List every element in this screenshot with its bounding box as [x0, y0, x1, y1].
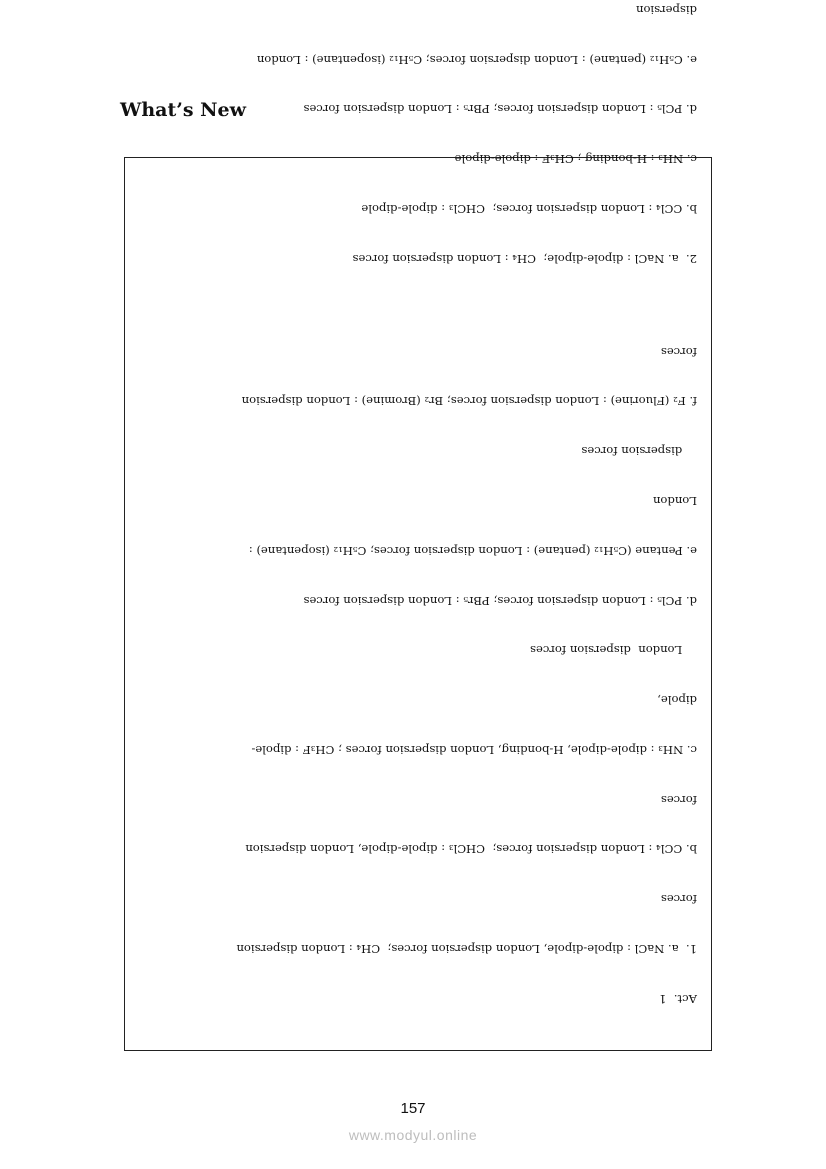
answer-key-text — [139, 0, 697, 1040]
page-number: 157 — [400, 1100, 426, 1117]
answer-line: dispersion forces — [581, 444, 697, 459]
answer-line: dipole, — [657, 693, 697, 708]
section-heading: What’s New — [120, 99, 246, 121]
answer-line: forces — [660, 344, 697, 359]
answer-line: forces — [660, 892, 697, 907]
answer-line: d. PCl₅ : London dispersion forces; PBr₅ : London dispersion forces — [303, 593, 697, 608]
answer-line: d. PCl₅ : London dispersion forces; PBr₅ : London dispersion forces — [303, 102, 697, 117]
answer-line: c. NH₃ : dipole-dipole, H-bonding, London dispersion forces ; CH₃F : dipole- — [251, 742, 697, 757]
answer-line: 2. a. NaCl : dipole-dipole; CH₄ : London dispersion forces — [352, 251, 697, 266]
answer-line: forces — [660, 792, 697, 807]
watermark: www.modyul.online — [348, 1127, 478, 1143]
answer-line: 1. a. NaCl : dipole-dipole, London dispersion forces; CH₄ : London dispersion — [236, 942, 697, 957]
answer-line: c. NH₃ : H-bonding ; CH₃F : dipole-dipole — [454, 152, 697, 167]
answer-line: b. CCl₄ : London dispersion forces; CHCl₃ : dipole-dipole — [361, 201, 697, 216]
answer-line: e. Pentane (C₅H₁₂ (pentane) : London dispersion forces; C₅H₁₂ (isopentane) : — [248, 543, 697, 558]
answer-line: e. C₅H₁₂ (pentane) : London dispersion forces; C₅H₁₂ (isopentane) : London — [256, 52, 697, 67]
answer-line: b. CCl₄ : London dispersion forces; CHCl₃ : dipole-dipole, London dispersion — [245, 842, 697, 857]
answer-line: London — [652, 494, 697, 508]
answer-line: f. F₂ (Fluorine) : London dispersion forces; Br₂ (Bromine) : London dispersion — [241, 394, 697, 409]
answer-line-gap — [139, 300, 697, 310]
answer-line: Act. 1 — [659, 991, 697, 1006]
answer-line: dispersion — [635, 2, 697, 17]
answer-line: London dispersion forces — [530, 643, 697, 658]
